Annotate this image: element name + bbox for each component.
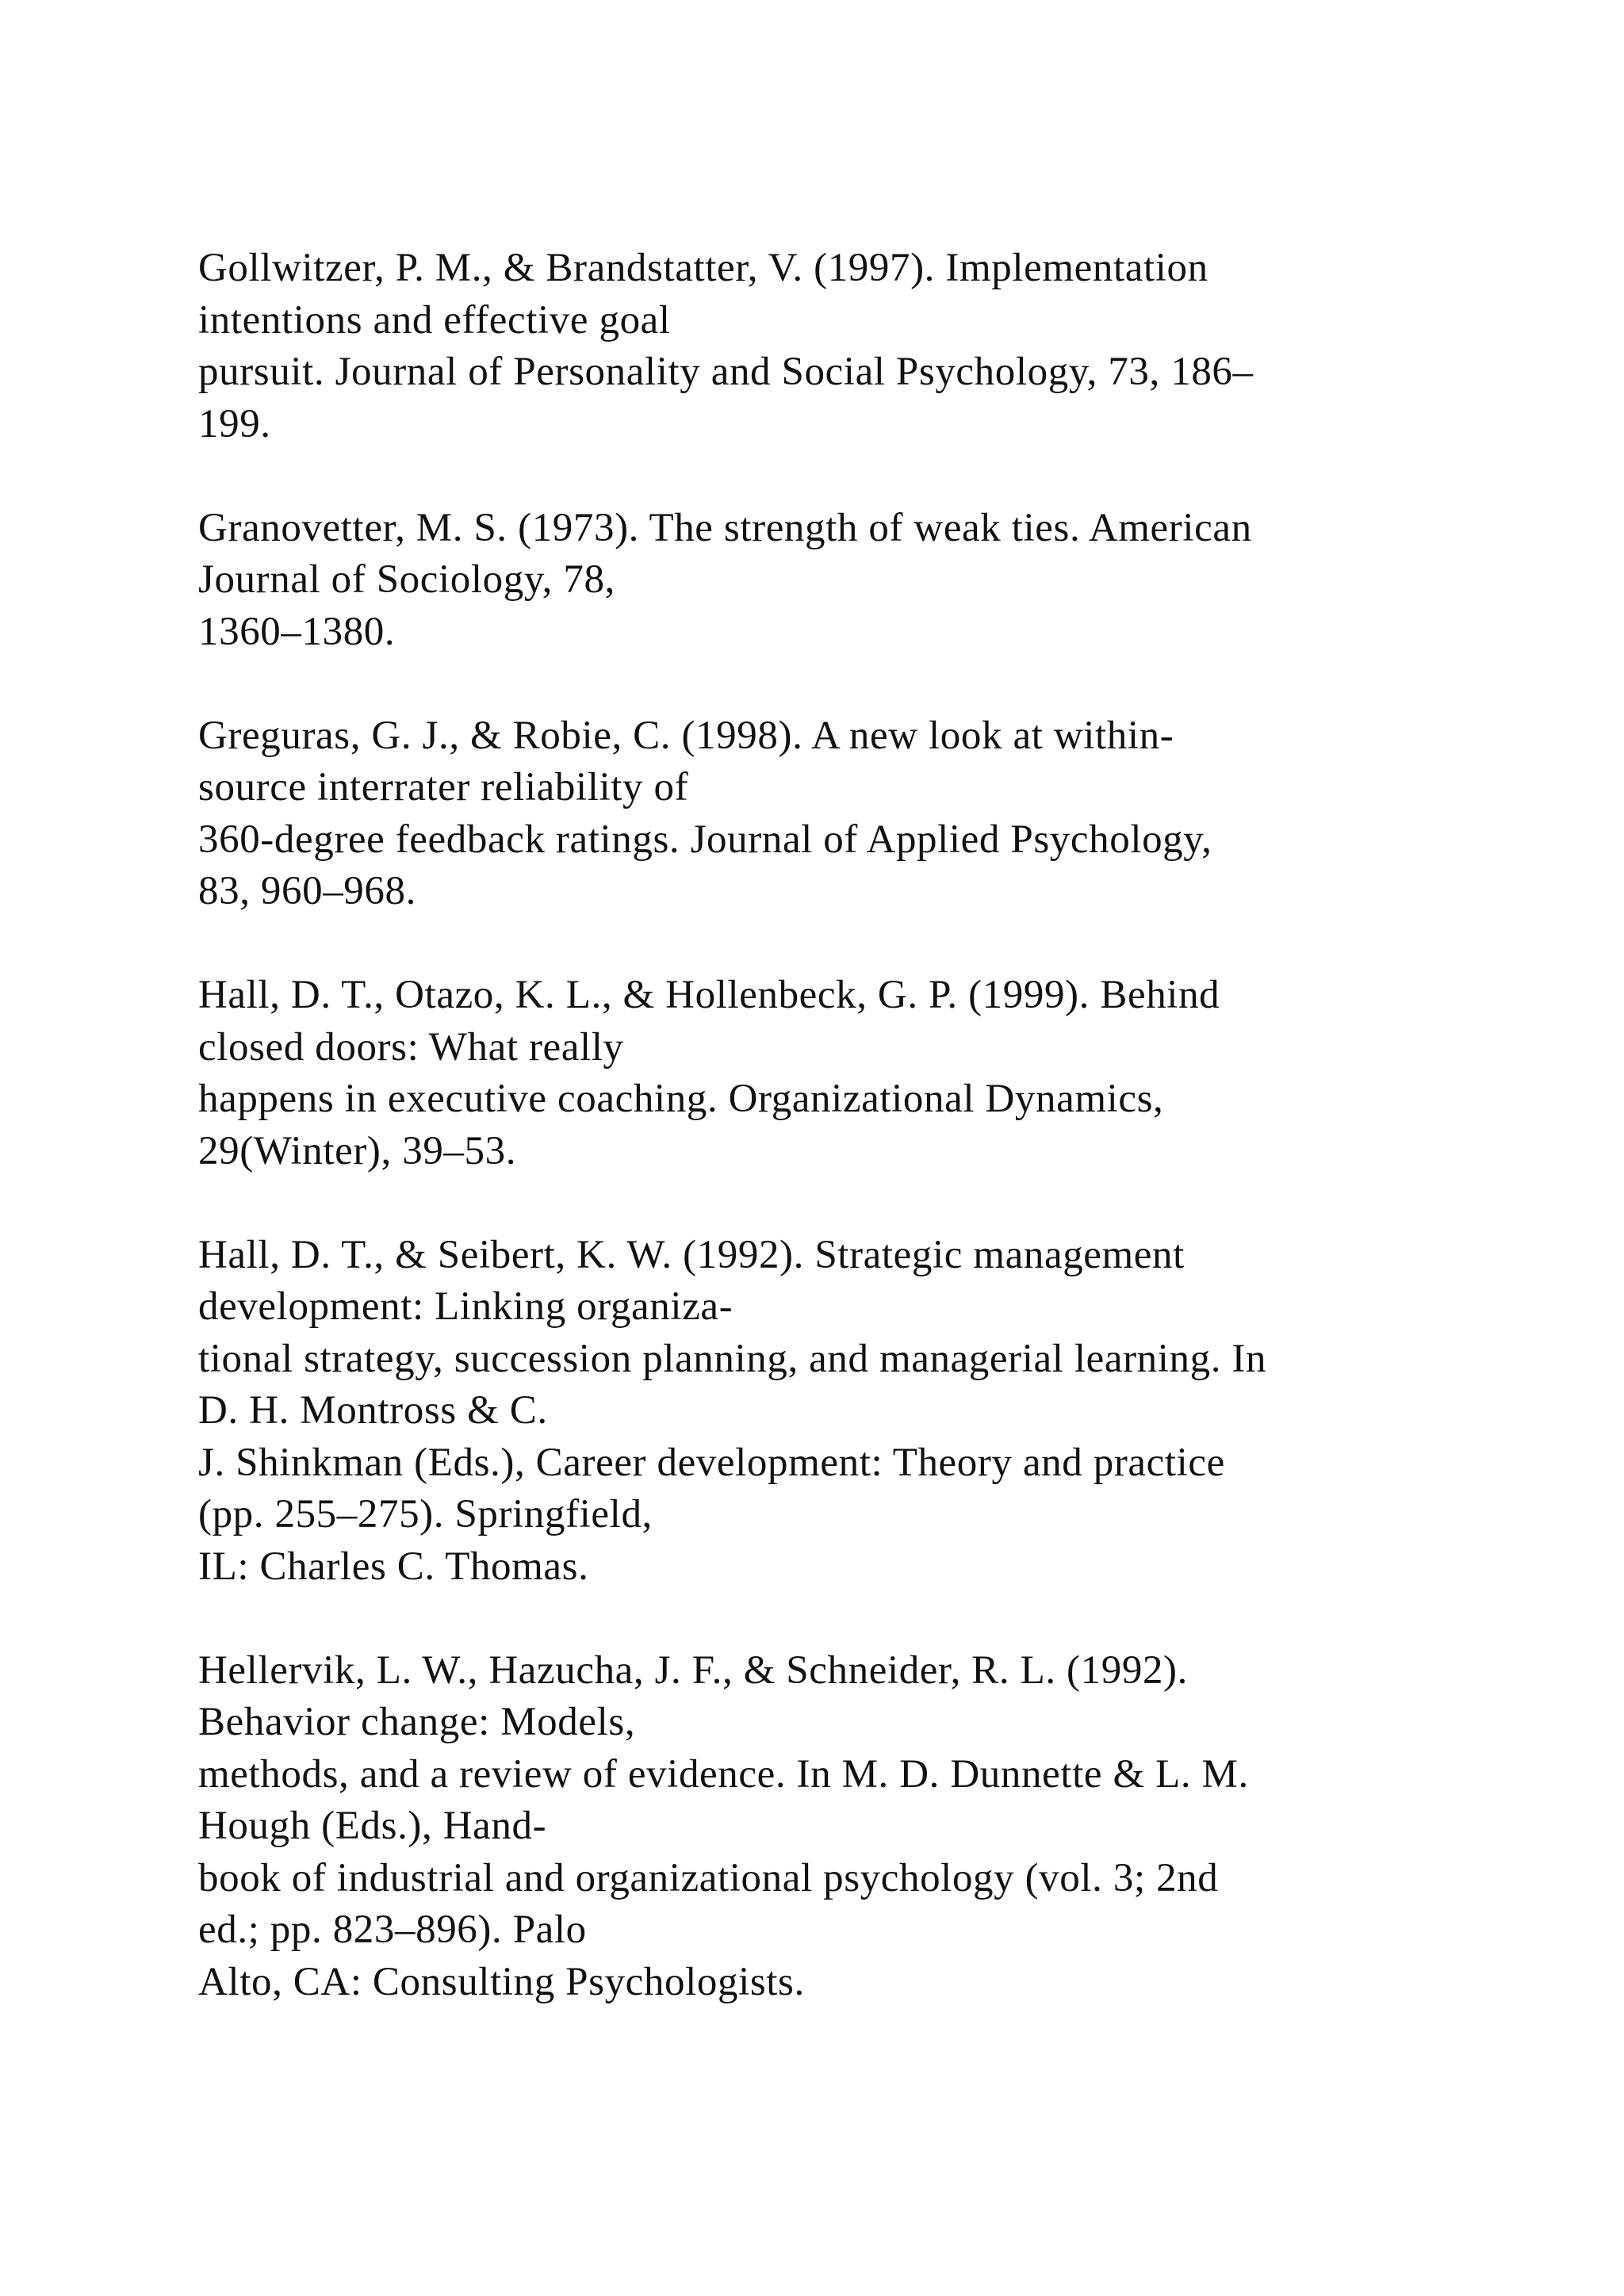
reference-line: 360-degree feedback ratings. Journal of Applied Psychology, xyxy=(198,817,1212,862)
reference-line: Hall, D. T., Otazo, K. L., & Hollenbeck, G. P. (1999). Behind xyxy=(198,973,1220,1017)
reference-line: 83, 960–968. xyxy=(198,869,416,913)
reference-entry xyxy=(198,710,1546,918)
reference-line: 1360–1380. xyxy=(198,609,396,654)
reference-line: tional strategy, succession planning, and managerial learning. In xyxy=(198,1336,1267,1381)
reference-line: 199. xyxy=(198,401,271,446)
reference-line: Alto, CA: Consulting Psychologists. xyxy=(198,1959,805,2004)
reference-line: Hough (Eds.), Hand- xyxy=(198,1804,547,1848)
reference-line: Gollwitzer, P. M., & Brandstatter, V. (1997). Implementation xyxy=(198,246,1208,290)
reference-line: development: Linking organiza- xyxy=(198,1284,733,1329)
reference-line: closed doors: What really xyxy=(198,1024,624,1070)
reference-line: 29(Winter), 39–53. xyxy=(198,1128,517,1173)
reference-entry xyxy=(198,1230,1546,1594)
reference-line: Hellervik, L. W., Hazucha, J. F., & Schneider, R. L. (1992). xyxy=(198,1647,1188,1693)
reference-line: book of industrial and organizational psychology (vol. 3; 2nd xyxy=(198,1855,1219,1900)
reference-line: happens in executive coaching. Organizational Dynamics, xyxy=(198,1077,1164,1121)
reference-line: D. H. Montross & C. xyxy=(198,1388,548,1433)
reference-list xyxy=(198,243,1546,2061)
reference-line: Behavior change: Models, xyxy=(198,1700,636,1744)
reference-line: intentions and effective goal xyxy=(198,297,671,342)
reference-entry xyxy=(198,243,1546,450)
reference-line: J. Shinkman (Eds.), Career development: Theory and practice xyxy=(198,1440,1225,1485)
reference-entry xyxy=(198,1645,1546,2009)
reference-line: ed.; pp. 823–896). Palo xyxy=(198,1908,587,1952)
reference-line: Hall, D. T., & Seibert, K. W. (1992). Strategic management xyxy=(198,1232,1185,1277)
reference-entry xyxy=(198,503,1546,659)
reference-line: methods, and a review of evidence. In M. D. Dunnette & L. M. xyxy=(198,1751,1249,1797)
reference-line: source interrater reliability of xyxy=(198,765,689,809)
reference-line: Granovetter, M. S. (1973). The strength of weak ties. American xyxy=(198,505,1252,550)
reference-line: Greguras, G. J., & Robie, C. (1998). A new look at within- xyxy=(198,713,1174,758)
reference-line: (pp. 255–275). Springfield, xyxy=(198,1492,653,1536)
reference-line: IL: Charles C. Thomas. xyxy=(198,1544,589,1589)
reference-line: Journal of Sociology, 78, xyxy=(198,557,615,602)
reference-line: pursuit. Journal of Personality and Social Psychology, 73, 186– xyxy=(198,350,1254,394)
reference-entry xyxy=(198,970,1546,1177)
